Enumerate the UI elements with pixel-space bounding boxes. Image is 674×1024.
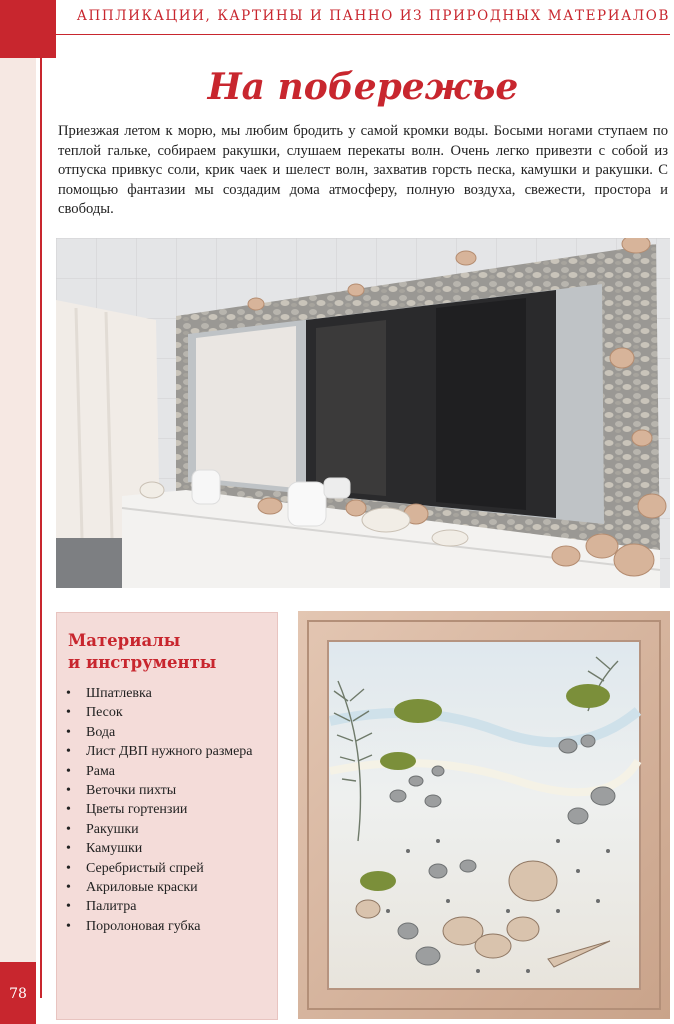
list-item (64, 859, 274, 878)
side-bar (0, 0, 36, 1024)
bullet-icon: • (66, 763, 71, 779)
list-item-label: Веточки пихты (86, 783, 177, 799)
bullet-icon: • (66, 686, 71, 701)
list-item-label: Цветы гортензии (86, 802, 188, 818)
bathroom-mirror-photo (56, 238, 670, 588)
materials-title-line1: Материалы (68, 631, 181, 650)
list-item (64, 917, 274, 936)
materials-list (64, 684, 274, 936)
running-header: АППЛИКАЦИИ, КАРТИНЫ И ПАННО ИЗ ПРИРОДНЫХ МАТЕРИАЛОВ (76, 8, 670, 24)
list-item-label: Шпатлевка (86, 686, 152, 701)
bullet-icon: • (66, 724, 71, 740)
side-rule (40, 58, 42, 998)
seashore-panel-photo (298, 611, 670, 1019)
list-item-label: Рама (86, 763, 115, 779)
list-item (64, 762, 274, 781)
bullet-icon: • (66, 802, 71, 818)
bullet-icon: • (66, 744, 71, 760)
list-item (64, 897, 274, 916)
list-item-label: Вода (86, 724, 116, 740)
bullet-icon: • (66, 899, 71, 915)
corner-accent-block (0, 0, 56, 58)
page-number: 78 (9, 986, 27, 1002)
list-item-label: Лист ДВП нужного размера (86, 744, 253, 760)
page-title: На побережье (207, 66, 519, 108)
list-item (64, 800, 274, 819)
list-item (64, 742, 274, 761)
list-item (64, 684, 274, 703)
list-item-label: Серебристый спрей (86, 860, 204, 876)
list-item-label: Акриловые краски (86, 880, 198, 896)
intro-paragraph: Приезжая летом к морю, мы любим бродить у самой кромки воды. Босыми ногами ступаем по теплой гальке, собираем ракушки, слушаем перекаты волн. Очень легко привезти с собой из отпуска привкус соли, крик чаек и шелест волн, захватив горсть песка, камушки и ракушки. С помощью фантазии мы создадим дома атмосферу, полную воздуха, свежести, простора и свободы. (58, 123, 668, 217)
list-item (64, 781, 274, 800)
materials-title-line2: и инструменты (68, 653, 217, 672)
list-item (64, 723, 274, 742)
materials-title (68, 630, 268, 674)
list-item-label: Ракушки (86, 821, 139, 837)
list-item-label: Песок (86, 705, 123, 721)
header-rule (56, 34, 670, 35)
bullet-icon: • (66, 880, 71, 896)
bullet-icon: • (66, 860, 71, 876)
bullet-icon: • (66, 918, 71, 934)
panel-illustration (298, 611, 670, 1019)
mirror-illustration (56, 238, 670, 588)
bullet-icon: • (66, 783, 71, 799)
list-item (64, 878, 274, 897)
list-item (64, 820, 274, 839)
list-item (64, 839, 274, 858)
bullet-icon: • (66, 705, 71, 721)
bullet-icon: • (66, 821, 71, 837)
list-item-label: Палитра (86, 899, 137, 915)
list-item-label: Поролоновая губка (86, 918, 201, 934)
list-item (64, 703, 274, 722)
list-item-label: Камушки (86, 841, 143, 857)
bullet-icon: • (66, 841, 71, 857)
